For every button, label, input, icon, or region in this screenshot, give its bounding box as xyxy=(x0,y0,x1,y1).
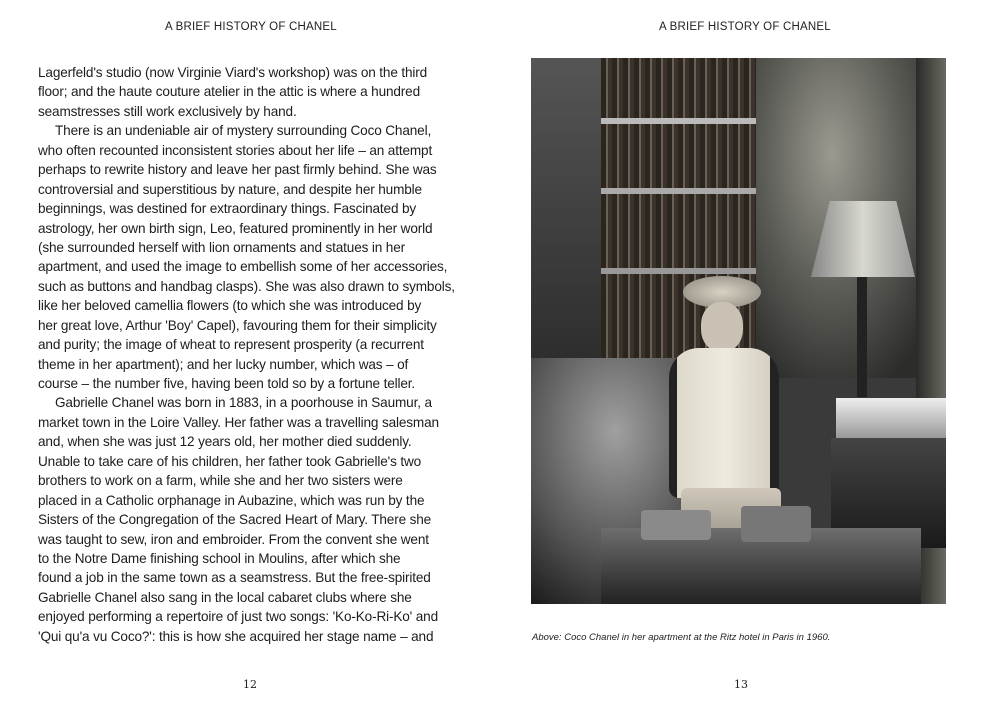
text-line: course – the number five, having been told so by a fortune teller. xyxy=(38,376,416,391)
body-text xyxy=(38,63,468,646)
text-line: found a job in the same town as a seamstress. But the free-spirited xyxy=(38,570,431,586)
text-line: and purity; the image of wheat to represent prosperity (a recurrent xyxy=(38,337,424,353)
text-line: was taught to sew, iron and embroider. From the convent she went xyxy=(38,531,429,547)
running-head-right: A BRIEF HISTORY OF CHANEL xyxy=(659,21,831,33)
page-number-right: 13 xyxy=(734,678,748,691)
text-line: apartment, and used the image to embellish some of her accessories, xyxy=(38,259,448,275)
running-head-left: A BRIEF HISTORY OF CHANEL xyxy=(165,21,337,33)
text-line: Gabrielle Chanel also sang in the local cabaret clubs where she xyxy=(38,589,412,605)
photograph-coco-chanel xyxy=(531,58,946,604)
text-line: perhaps to rewrite history and leave her past firmly behind. She was xyxy=(38,162,437,178)
text-line: who often recounted inconsistent stories about her life – an attempt xyxy=(38,142,433,158)
text-line: to the Notre Dame finishing school in Moulins, after which she xyxy=(38,550,401,566)
text-line: theme in her apartment); and her lucky number, which was – of xyxy=(38,356,409,372)
text-line: and, when she was just 12 years old, her mother died suddenly. xyxy=(38,434,412,450)
text-line: (she surrounded herself with lion ornaments and statues in her xyxy=(38,239,406,255)
text-line: enjoyed performing a repertoire of just two songs: 'Ko-Ko-Ri-Ko' and xyxy=(38,609,438,625)
text-line: seamstresses still work exclusively by hand. xyxy=(38,103,297,119)
photo-caption: Above: Coco Chanel in her apartment at the Ritz hotel in Paris in 1960. xyxy=(532,632,831,643)
text-line: brothers to work on a farm, while she and her two sisters were xyxy=(38,473,403,489)
text-line: floor; and the haute couture atelier in the attic is where a hundred xyxy=(38,84,421,100)
text-line: beginnings, was destined for extraordinary things. Fascinated by xyxy=(38,201,417,217)
text-line: placed in a Catholic orphanage in Aubazine, which was run by the xyxy=(38,492,425,508)
text-line: market town in the Loire Valley. Her father was a travelling salesman xyxy=(38,414,439,430)
text-line: 'Qui qu'a vu Coco?': this is how she acquired her stage name – and xyxy=(38,628,434,644)
text-line: her great love, Arthur 'Boy' Capel), favouring them for their simplicity xyxy=(38,317,437,333)
text-line: Gabrielle Chanel was born in 1883, in a poorhouse in Saumur, a xyxy=(55,395,432,411)
text-line: There is an undeniable air of mystery surrounding Coco Chanel, xyxy=(55,123,432,139)
text-line: controversial and superstitious by nature, and despite her humble xyxy=(38,181,422,197)
text-line: Sisters of the Congregation of the Sacred Heart of Mary. There she xyxy=(38,512,432,528)
text-line: Lagerfeld's studio (now Virginie Viard's workshop) was on the third xyxy=(38,65,428,80)
text-line: like her beloved camellia flowers (to which she was introduced by xyxy=(38,298,422,314)
page-number-left: 12 xyxy=(243,678,257,691)
text-line: Unable to take care of his children, her father took Gabrielle's two xyxy=(38,453,422,469)
text-line: astrology, her own birth sign, Leo, featured prominently in her world xyxy=(38,220,433,236)
text-line: such as buttons and handbag clasps). She was also drawn to symbols, xyxy=(38,278,455,294)
